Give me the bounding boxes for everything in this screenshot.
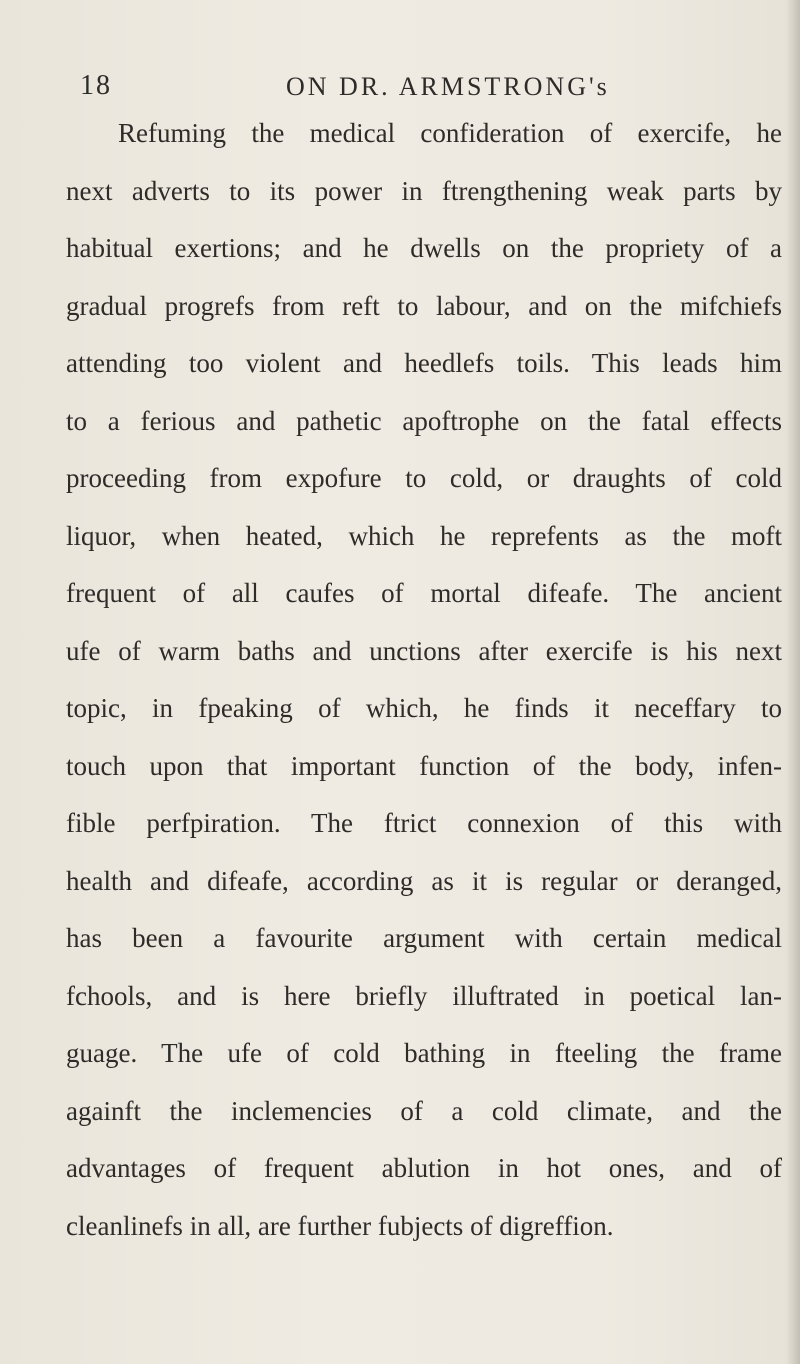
text-line: frequent of all caufes of mortal difeafe. The ancient — [66, 578, 782, 608]
text-line: health and difeafe, according as it is regular or deranged, — [66, 865, 782, 896]
text-line: attending too violent and heedlefs toils. This leads him — [66, 348, 782, 378]
running-head: ON DR. ARMSTRONG's — [286, 72, 610, 101]
text-line: ufe of warm baths and unctions after exercife is his next — [66, 635, 782, 666]
text-line: gradual progrefs from reft to labour, and on the mifchiefs — [66, 290, 782, 321]
text-line: Refuming the medical confideration of exercife, he — [118, 118, 782, 148]
text-line: topic, in fpeaking of which, he finds it neceffary to — [66, 693, 782, 723]
text-line: guage. The ufe of cold bathing in fteeling the frame — [66, 1038, 782, 1068]
text-line: touch upon that important function of the body, infen- — [66, 750, 782, 781]
text-line: fchools, and is here briefly illuftrated in poetical lan- — [66, 980, 782, 1011]
text-line: has been a favourite argument with certain medical — [66, 923, 782, 953]
text-line: proceeding from expofure to cold, or draughts of cold — [66, 463, 782, 493]
page-edge-shadow — [786, 0, 800, 1364]
page-number: 18 — [80, 70, 112, 101]
body-text — [66, 105, 782, 1255]
page-header — [80, 70, 780, 110]
text-line: liquor, when heated, which he reprefents as the moft — [66, 520, 782, 551]
text-line: advantages of frequent ablution in hot ones, and of — [66, 1153, 782, 1183]
text-line: fible perfpiration. The ftrict connexion of this with — [66, 808, 782, 838]
text-line: cleanlinefs in all, are further fubjects of digreffion. — [66, 1210, 614, 1241]
text-line: againft the inclemencies of a cold climate, and the — [66, 1095, 782, 1126]
text-line: habitual exertions; and he dwells on the propriety of a — [66, 233, 782, 263]
text-line: to a ferious and pathetic apoftrophe on the fatal effects — [66, 405, 782, 436]
text-line: next adverts to its power in ftrengthening weak parts by — [66, 175, 782, 206]
